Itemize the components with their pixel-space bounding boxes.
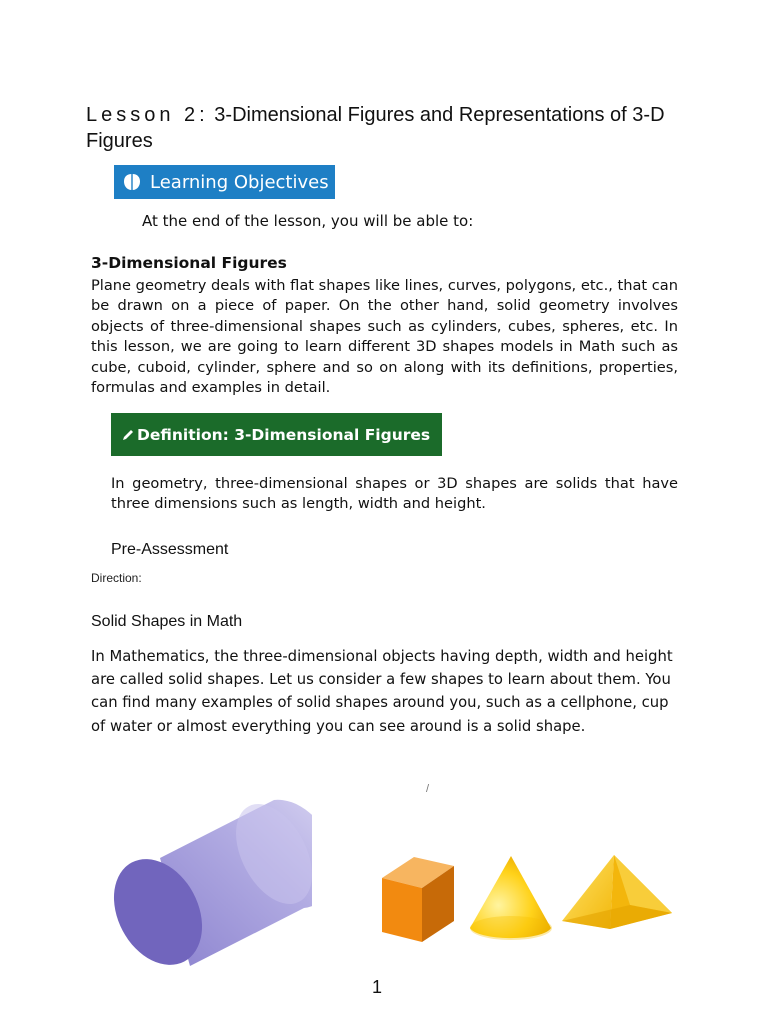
page-number: 1	[372, 977, 383, 997]
pre-assessment-heading: Pre-Assessment	[111, 541, 229, 558]
definition-banner	[111, 413, 442, 456]
definition-label: Definition: 3-Dimensional Figures	[137, 425, 431, 444]
definition-text: In geometry, three-dimensional shapes or 3D shapes are solids that have three dimensions such as length, width and height.	[111, 475, 678, 513]
cube-shape	[382, 857, 454, 942]
direction-label: Direction:	[91, 571, 142, 585]
solid-shapes-figure	[368, 853, 678, 948]
brain-icon	[122, 172, 142, 192]
cone-shape	[470, 856, 552, 940]
cylinder-figure	[112, 795, 312, 975]
lesson-title-rest: 3-Dimensional Figures and Representations of 3-D Figures	[86, 104, 665, 152]
objectives-intro: At the end of the lesson, you will be able to:	[142, 212, 474, 230]
lesson-title-prefix: Lesson 2:	[86, 104, 209, 126]
learning-objectives-label: Learning Objectives	[150, 171, 329, 193]
solid-shapes-paragraph: In Mathematics, the three-dimensional objects having depth, width and height are called solid shapes. Let us consider a few shapes to learn about them. You can find many examples of solid shapes around you, such as a cellphone, cup of water or almost everything you can see around is a solid shape.	[91, 648, 673, 735]
section-paragraph-3d-figures: Plane geometry deals with flat shapes like lines, curves, polygons, etc., that can be drawn on a piece of paper. On the other hand, solid geometry involves objects of three-dimensional shapes such as cylinders, cubes, spheres, etc. In this lesson, we are going to learn different 3D shapes models in Math such as cube, cuboid, cylinder, sphere and so on along with its definitions, properties, formulas and examples in detail.	[91, 277, 678, 397]
learning-objectives-banner	[114, 165, 335, 199]
pencil-icon	[121, 428, 135, 442]
pyramid-shape	[562, 855, 672, 929]
section-heading-3d-figures: 3-Dimensional Figures	[91, 254, 287, 272]
stray-mark: /	[426, 783, 430, 795]
lesson-title	[86, 102, 706, 154]
solid-shapes-heading: Solid Shapes in Math	[91, 613, 243, 630]
